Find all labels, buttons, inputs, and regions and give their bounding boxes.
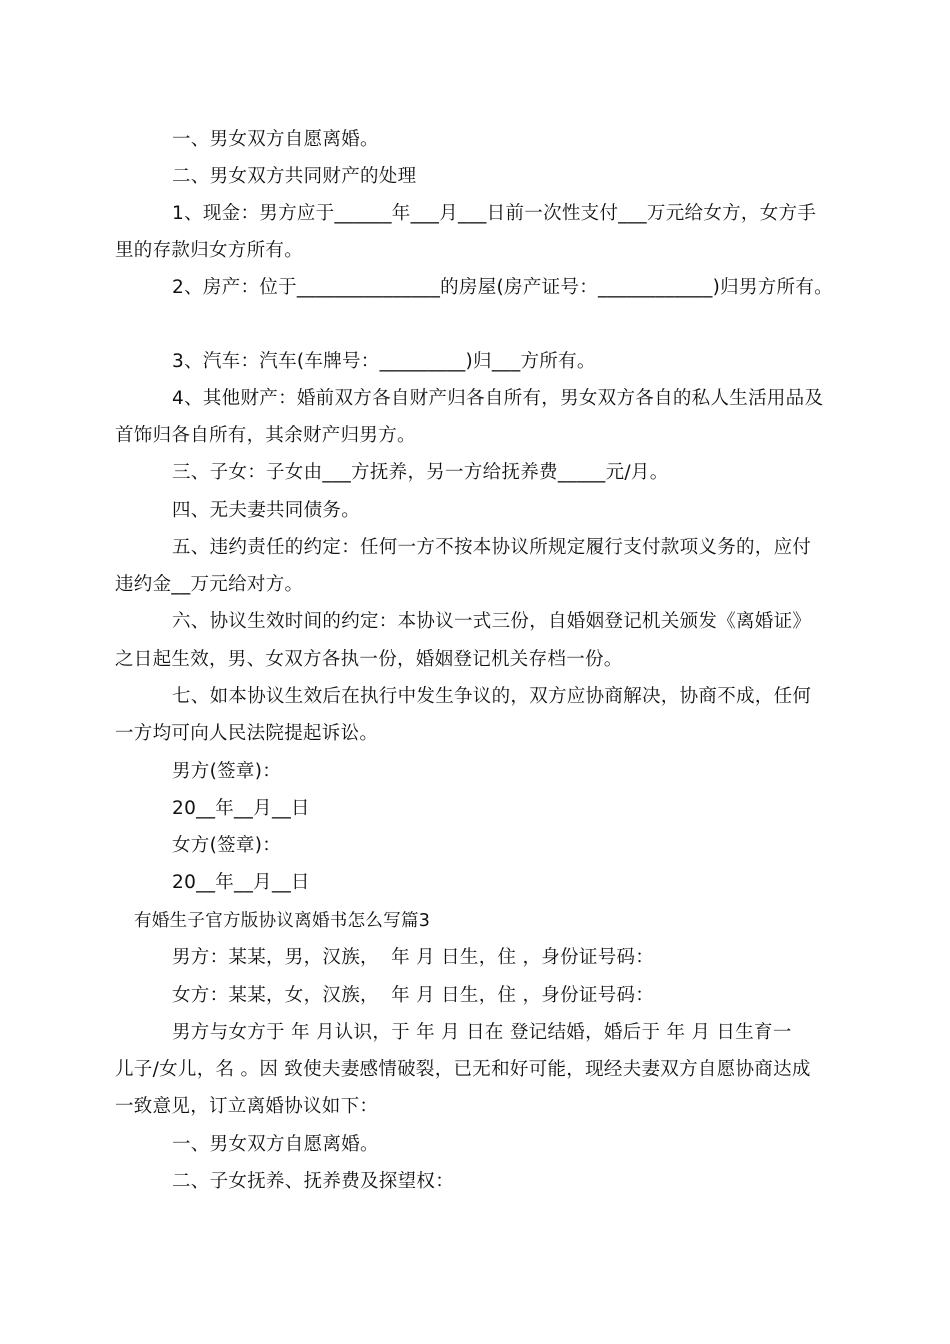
male-party-info: 男方：某某，男，汉族， 年 月 日生，住 ，身份证号码： (172, 947, 655, 968)
female-party-info: 女方：某某，女，汉族， 年 月 日生，住 ，身份证号码： (172, 985, 655, 1006)
section-title-3: 有婚生子官方版协议离婚书怎么写篇3 (134, 911, 431, 931)
clause-6-effective-line-2: 之日起生效，男、女双方各执一份，婚姻登记机关存档一份。 (115, 649, 623, 670)
clause-2-child-support: 二、子女抚养、抚养费及探望权： (172, 1171, 455, 1192)
male-signature-date: 20__年__月__日 (172, 798, 310, 819)
clause-7-dispute-line-2: 一方均可向人民法院提起诉讼。 (115, 723, 379, 744)
female-signature-label: 女方(签章)： (172, 835, 282, 856)
background-line-2: 儿子/女儿，名 。因 致使夫妻感情破裂，已无和好可能，现经夫妻双方自愿协商达成 (115, 1059, 811, 1080)
item-4-other-property-line-1: 4、其他财产：婚前双方各自财产归各自所有，男女双方各自的私人生活用品及 (172, 388, 824, 409)
clause-5-breach-line-1: 五、违约责任的约定：任何一方不按本协议所规定履行支付款项义务的，应付 (172, 537, 812, 558)
clause-1-voluntary-divorce: 一、男女双方自愿离婚。 (172, 129, 379, 150)
clause-5-breach-line-2: 违约金__万元给对方。 (115, 574, 304, 595)
male-signature-label: 男方(签章)： (172, 761, 282, 782)
female-signature-date: 20__年__月__日 (172, 872, 310, 893)
item-4-other-property-line-2: 首饰归各自所有，其余财产归男方。 (115, 425, 416, 446)
item-2-real-estate: 2、房产：位于_______________的房屋(房产证号：____________)归男方所有。 (172, 277, 833, 298)
background-line-3: 一致意见，订立离婚协议如下： (115, 1096, 379, 1117)
clause-1-voluntary-divorce-2: 一、男女双方自愿离婚。 (172, 1134, 379, 1155)
clause-6-effective-line-1: 六、协议生效时间的约定：本协议一式三份，自婚姻登记机关颁发《离婚证》 (172, 611, 812, 632)
clause-7-dispute-line-1: 七、如本协议生效后在执行中发生争议的，双方应协商解决，协商不成，任何 (172, 686, 812, 707)
item-3-car: 3、汽车：汽车(车牌号：_________)归___方所有。 (172, 351, 596, 372)
background-line-1: 男方与女方于 年 月认识，于 年 月 日在 登记结婚，婚后于 年 月 日生育一 (172, 1022, 792, 1043)
item-1-cash-line-2: 里的存款归女方所有。 (115, 240, 304, 261)
clause-4-no-debt: 四、无夫妻共同债务。 (172, 500, 361, 521)
item-1-cash-line-1: 1、现金：男方应于______年___月___日前一次性支付___万元给女方，女方手 (172, 203, 817, 224)
clause-3-children: 三、子女：子女由___方抚养，另一方给抚养费_____元/月。 (172, 462, 669, 483)
clause-2-joint-property: 二、男女双方共同财产的处理 (172, 166, 417, 187)
